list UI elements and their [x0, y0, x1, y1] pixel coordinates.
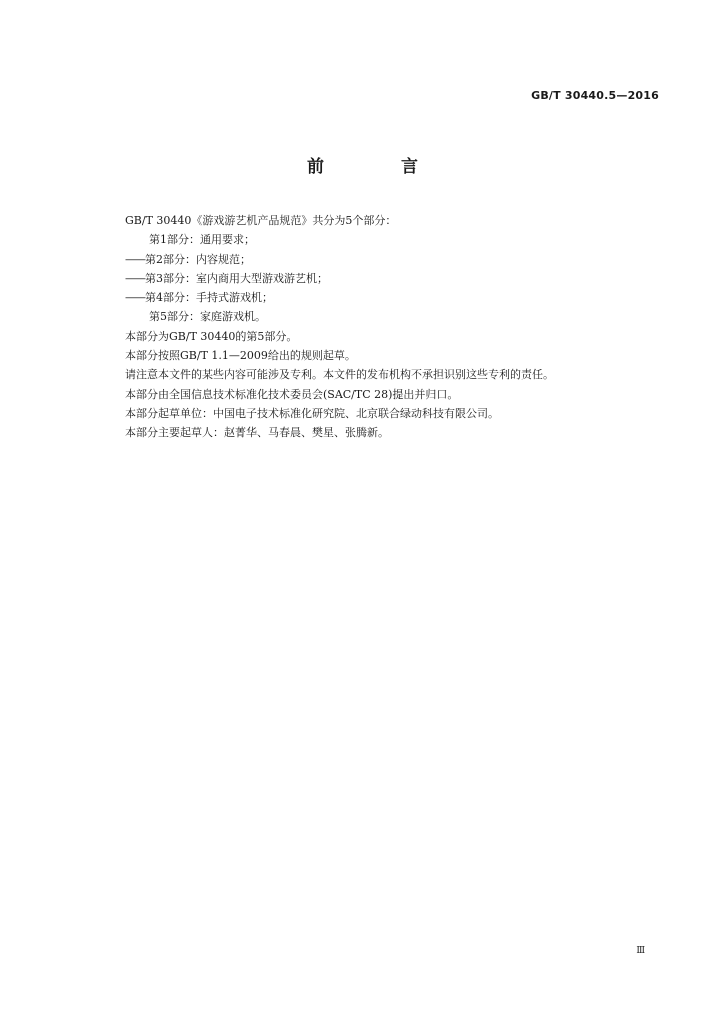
part-dash: ——	[125, 271, 145, 285]
intro-line: GB/T 30440《游戏游艺机产品规范》共分为5个部分：	[125, 214, 397, 227]
part-text: 第4部分：手持式游戏机；	[145, 291, 273, 305]
part-text: 第3部分：室内商用大型游戏游艺机；	[145, 271, 328, 285]
part-text: 第1部分：通用要求；	[149, 233, 255, 247]
part-text: 第5部分：家庭游戏机。	[149, 310, 266, 324]
paragraph: 本部分由全国信息技术标准化技术委员会(SAC/TC 28)提出并归口。	[125, 387, 459, 401]
part-dash: ——	[125, 252, 145, 266]
part-dash: ——	[125, 291, 145, 305]
page-title: 前 言	[307, 157, 448, 177]
part-item-2	[125, 250, 665, 269]
part-item-4	[125, 288, 665, 307]
foreword-body	[125, 211, 665, 443]
paragraph: 本部分主要起草人：赵菁华、马春晨、樊星、张腾新。	[125, 426, 389, 440]
paragraph: 本部分按照GB/T 1.1—2009给出的规则起草。	[125, 349, 356, 363]
paragraph: 请注意本文件的某些内容可能涉及专利。本文件的发布机构不承担识别这些专利的责任。	[125, 368, 554, 382]
paragraph: 本部分为GB/T 30440的第5部分。	[125, 329, 298, 343]
part-item-5	[125, 307, 665, 326]
paragraph: 本部分起草单位：中国电子技术标准化研究院、北京联合绿动科技有限公司。	[125, 406, 499, 420]
part-item-3	[125, 269, 665, 288]
part-text: 第2部分：内容规范；	[145, 252, 251, 266]
part-item-1	[125, 230, 665, 249]
standard-number: GB/T 30440.5—2016	[531, 89, 659, 102]
page-number: Ⅲ	[636, 946, 645, 956]
